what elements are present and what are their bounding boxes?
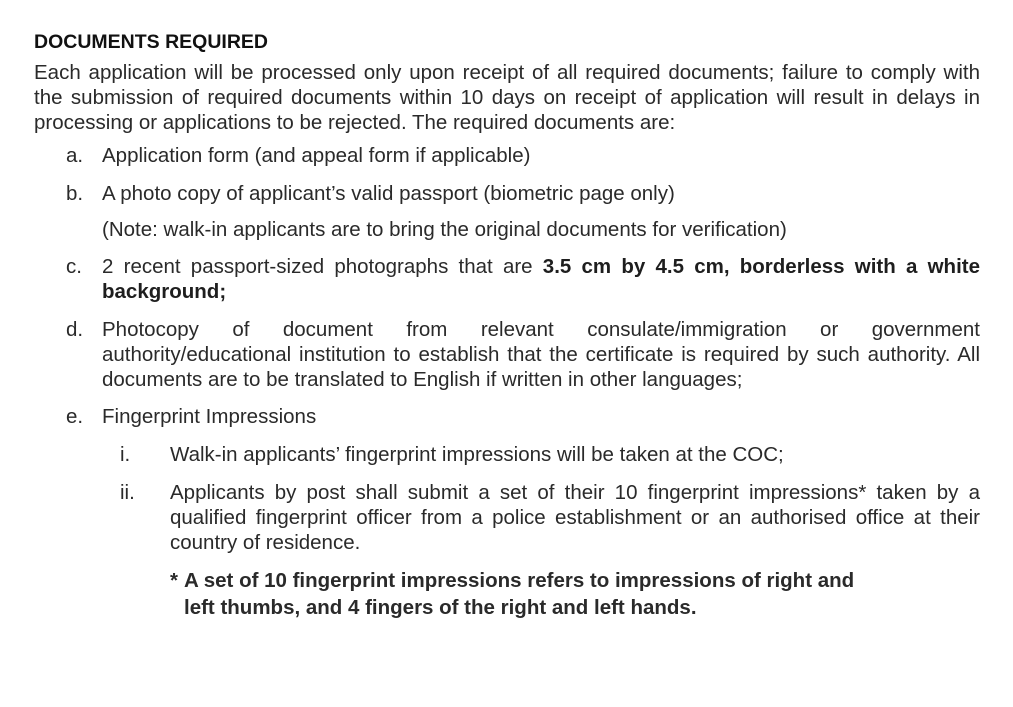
- list-marker-d: d.: [66, 318, 84, 341]
- sub-marker-ii: ii.: [120, 481, 135, 504]
- list-note-b: (Note: walk-in applicants are to bring the original documents for verification): [102, 218, 787, 241]
- list-text-a: Application form (and appeal form if applicable): [102, 144, 531, 167]
- sub-text-ii: Applicants by post shall submit a set of their 10 fingerprint impressions* taken by a qualified fingerprint officer from a police establishment or an authorised office at their country of residence.: [170, 481, 980, 554]
- list-marker-c: c.: [66, 255, 82, 278]
- list-text-e: Fingerprint Impressions: [102, 405, 317, 428]
- sub-item-ii: [34, 480, 980, 555]
- list-text-c-bold: 3.5 cm by 4.5 cm, borderless with a white background;: [102, 255, 980, 303]
- list-item-e: [34, 404, 980, 429]
- list-item-a: [34, 143, 980, 168]
- footnote: [170, 567, 864, 621]
- footnote-asterisk: *: [170, 569, 178, 592]
- footnote-text: A set of 10 fingerprint impressions refers to impressions of right and left thumbs, and 4 fingers of the right and left hands.: [184, 569, 855, 619]
- list-text-b: A photo copy of applicant’s valid passport (biometric page only): [102, 182, 675, 205]
- list-marker-a: a.: [66, 144, 84, 167]
- document-page: [34, 30, 980, 621]
- list-item-c: [34, 254, 980, 304]
- section-heading: DOCUMENTS REQUIRED: [34, 31, 269, 53]
- list-item-d: [34, 317, 980, 392]
- list-text-c-plain: 2 recent passport-sized photographs that are: [102, 255, 543, 278]
- list-marker-e: e.: [66, 405, 84, 428]
- list-text-d: Photocopy of document from relevant consulate/immigration or government authority/educational institution to establish that the certificate is required by such authority. All documents are to be translated to English if written in other languages;: [102, 318, 980, 391]
- intro-paragraph: Each application will be processed only upon receipt of all required documents; failure to comply with the submission of required documents within 10 days on receipt of application will result in delays in processing or applications to be rejected. The required documents are:: [34, 61, 980, 134]
- list-item-b: [34, 181, 980, 206]
- sub-item-i: [34, 442, 980, 467]
- sub-marker-i: i.: [120, 443, 131, 466]
- list-marker-b: b.: [66, 182, 84, 205]
- sub-text-i: Walk-in applicants’ fingerprint impressions will be taken at the COC;: [170, 443, 784, 466]
